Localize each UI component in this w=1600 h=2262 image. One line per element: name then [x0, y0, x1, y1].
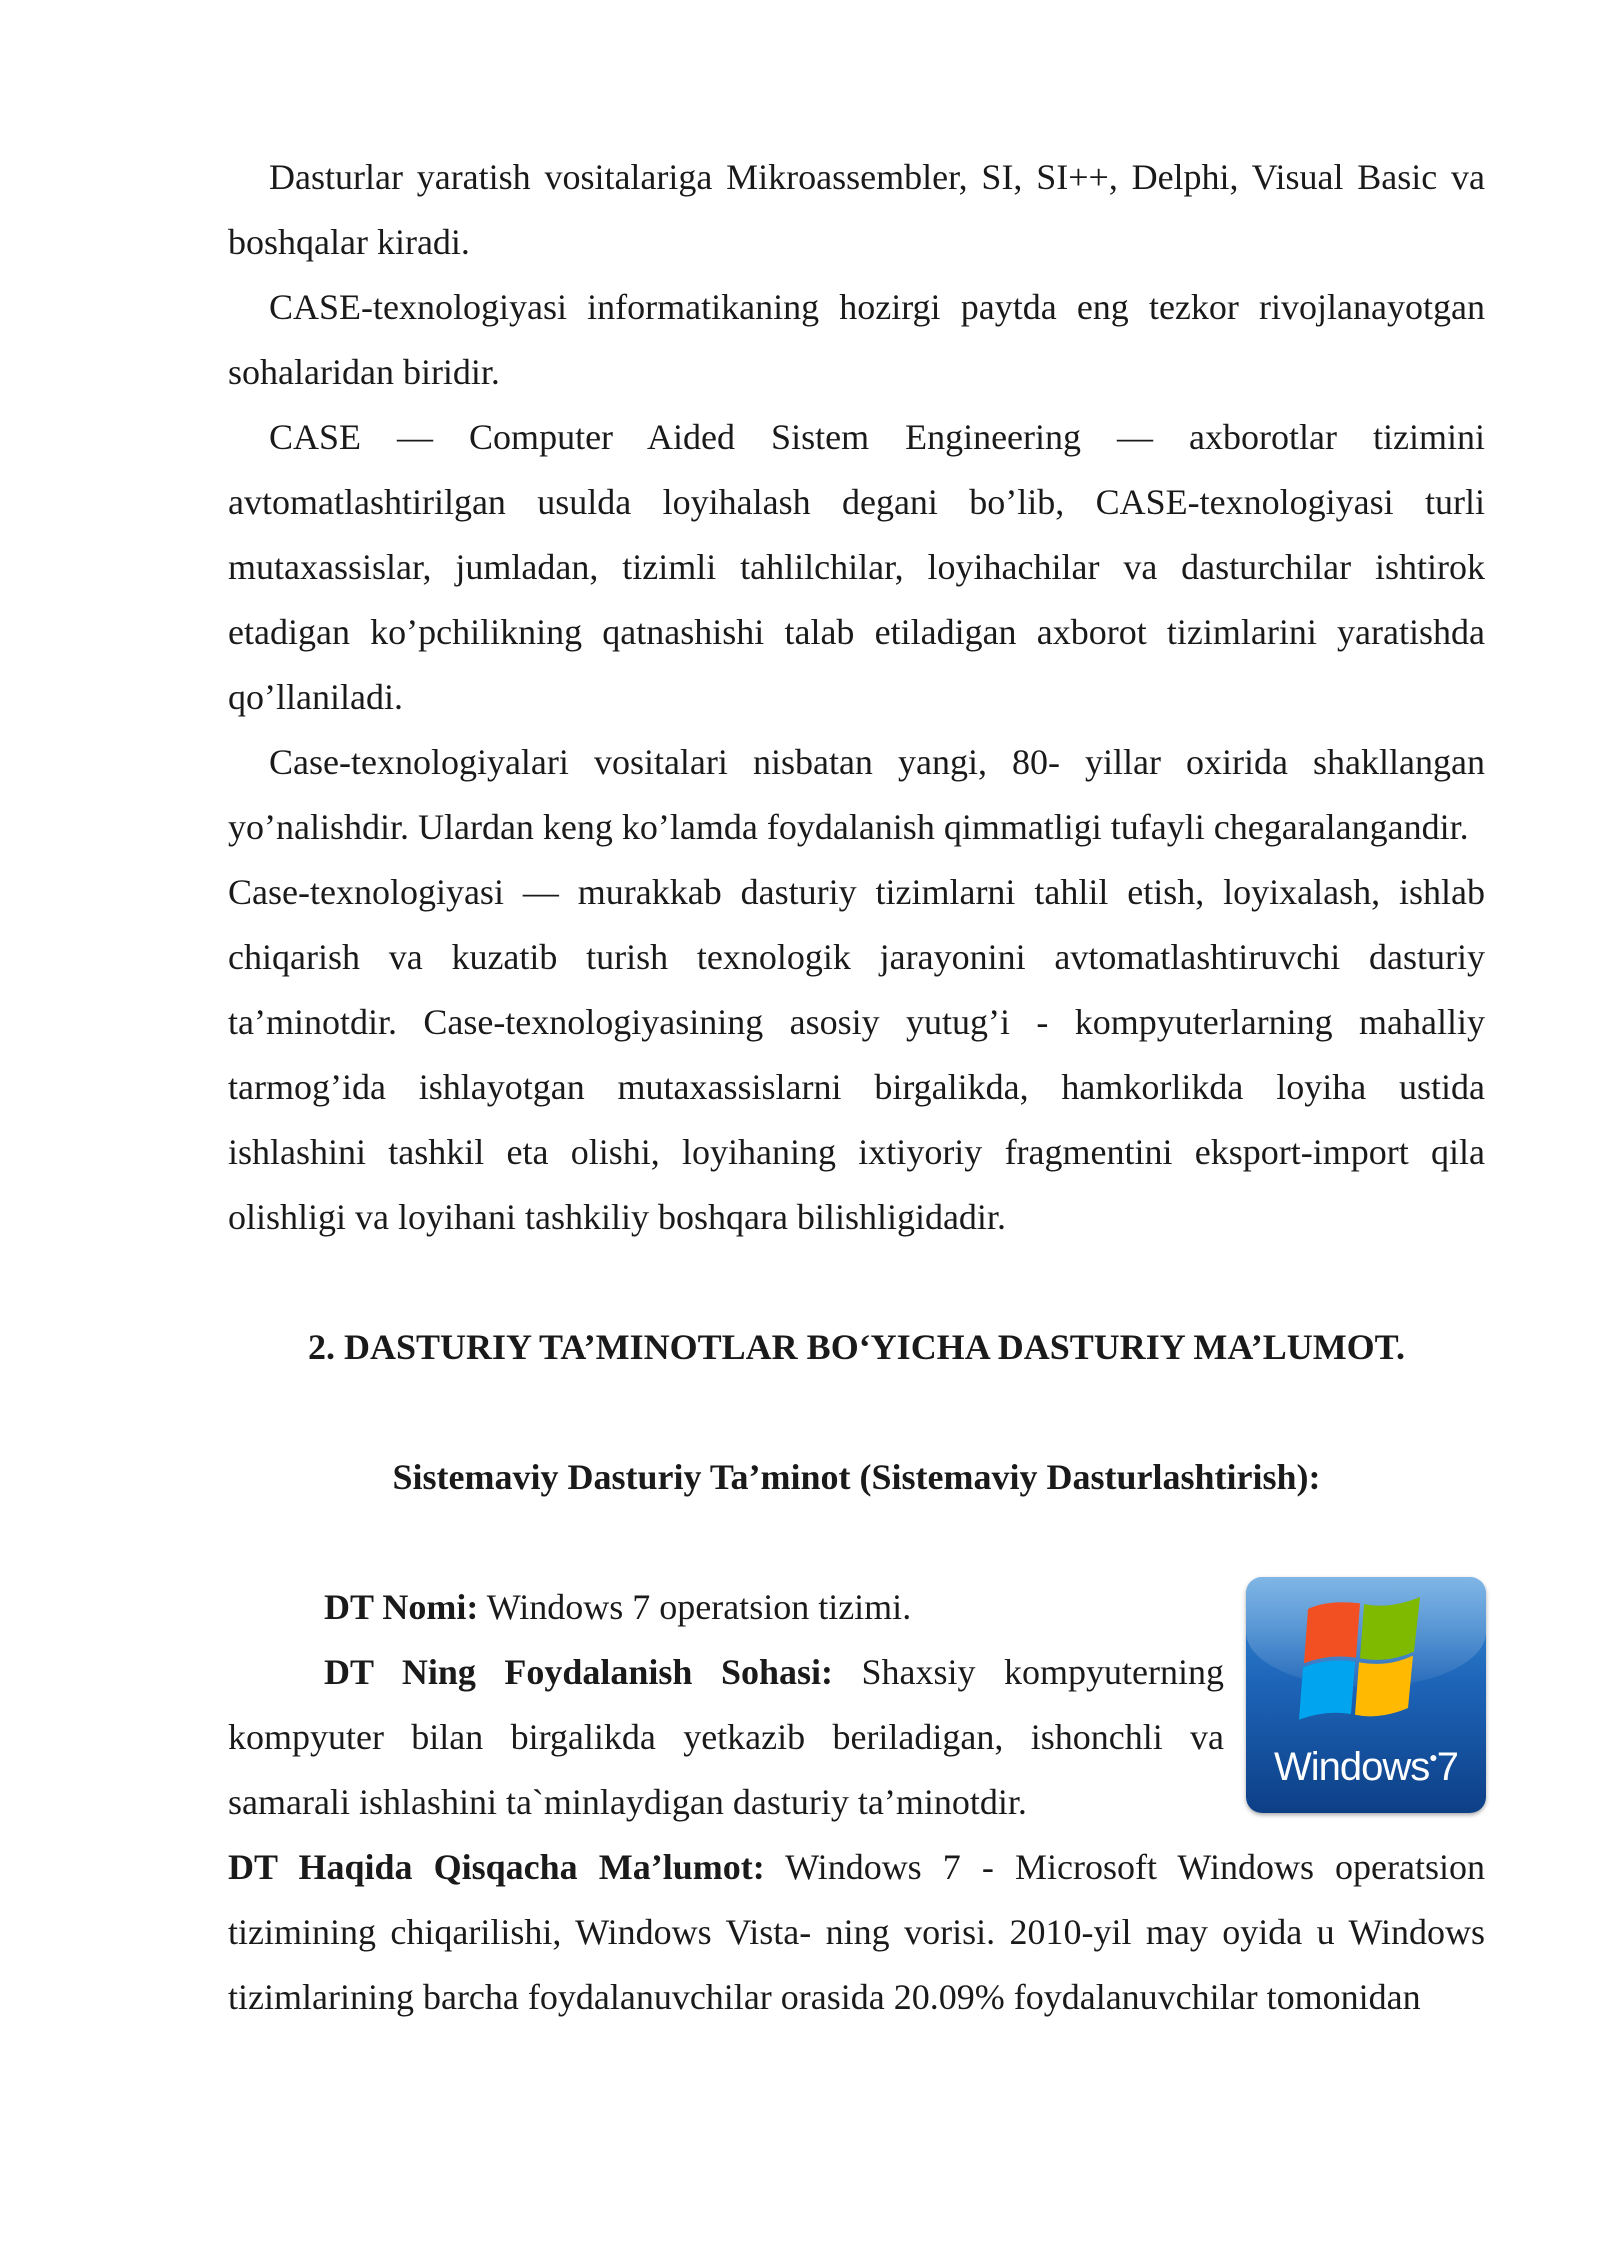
- logo-dot: ●: [1429, 1749, 1437, 1765]
- dt-info-line: [228, 1835, 1485, 2030]
- section-heading: 2. DASTURIY TA’MINOTLAR BO‘YICHA DASTURIY MA’LUMOT.: [307, 1327, 1406, 1367]
- dt-usage-value: Shaxsiy kompyuterning kompyuter bilan birgalikda yetkazib beriladigan, ishonchli va samarali ishlashini ta`minlaydigan dasturiy ta’minotdir.: [228, 1652, 1225, 1822]
- paragraph-case-definition: CASE — Computer Aided Sistem Engineering — axborotlar tizimini avtomatlashtirilgan usulda loyihalash degani bo’lib, CASE-texnologiyasi turli mutaxassislar, jumladan, tizimli tahlilchilar, loyihachilar va dasturchilar ishtirok etadigan ko’pchilikning qatnashishi talab etiladigan axborot tizimlarini yaratishda qo’llaniladi.: [228, 417, 1485, 717]
- dt-name-value: Windows 7 operatsion tizimi.: [478, 1587, 912, 1627]
- dt-text: [228, 1575, 1224, 1835]
- dt-name-label: DT Nomi:: [324, 1587, 479, 1627]
- dt-info-value: Windows 7 - Microsoft Windows operatsion tizimining chiqarilishi, Windows Vista- ning vorisi. 2010-yil may oyida u Windows tizimlarining barcha foydalanuvchilar orasida 20.09% foydalanuvchilar tomonidan: [228, 1847, 1486, 2017]
- document-page: [228, 145, 1485, 2030]
- dt-block: [228, 1575, 1485, 2030]
- dt-usage-label: DT Ning Foydalanish Sohasi:: [324, 1652, 834, 1692]
- paragraph-dev-tools: Dasturlar yaratish vositalariga Mikroassembler, SI, SI++, Delphi, Visual Basic va boshqalar kiradi.: [228, 157, 1485, 262]
- paragraph-case-technology: Case-texnologiyasi — murakkab dasturiy tizimlarni tahlil etish, loyixalash, ishlab chiqarish va kuzatib turish texnologik jarayonini avtomatlashtiruvchi dasturiy ta’minotdir. Case-texnologiyasining asosiy yutug’i - kompyuterlarning mahalliy tarmog’ida ishlayotgan mutaxassislarni birgalikda, hamkorlikda loyiha ustida ishlashini tashkil eta olishi, loyihaning ixtiyoriy fragmentini eksport-import qila olishligi va loyihani tashkiliy boshqara bilishligidadir.: [228, 872, 1485, 1237]
- sub-heading: Sistemaviy Dasturiy Ta’minot (Sistemaviy Dasturlashtirish):: [392, 1457, 1321, 1497]
- dt-usage-line: [228, 1640, 1224, 1835]
- logo-version: 7: [1436, 1745, 1458, 1789]
- logo-wordmark-text: Windows: [1274, 1745, 1430, 1789]
- dt-name-line: [228, 1575, 1224, 1640]
- paragraph-case-tools: Case-texnologiyalari vositalari nisbatan yangi, 80- yillar oxirida shakllangan yo’nalishdir. Ulardan keng ko’lamda foydalanish qimmatligi tufayli chegaralangandir.: [228, 742, 1485, 847]
- logo-wordmark: [1246, 1745, 1486, 1790]
- windows-7-logo: [1246, 1577, 1486, 1813]
- paragraph-case-intro: CASE-texnologiyasi informatikaning hozirgi paytda eng tezkor rivojlanayotgan sohalaridan biridir.: [228, 287, 1485, 392]
- dt-info-label: DT Haqida Qisqacha Ma’lumot:: [228, 1847, 765, 1887]
